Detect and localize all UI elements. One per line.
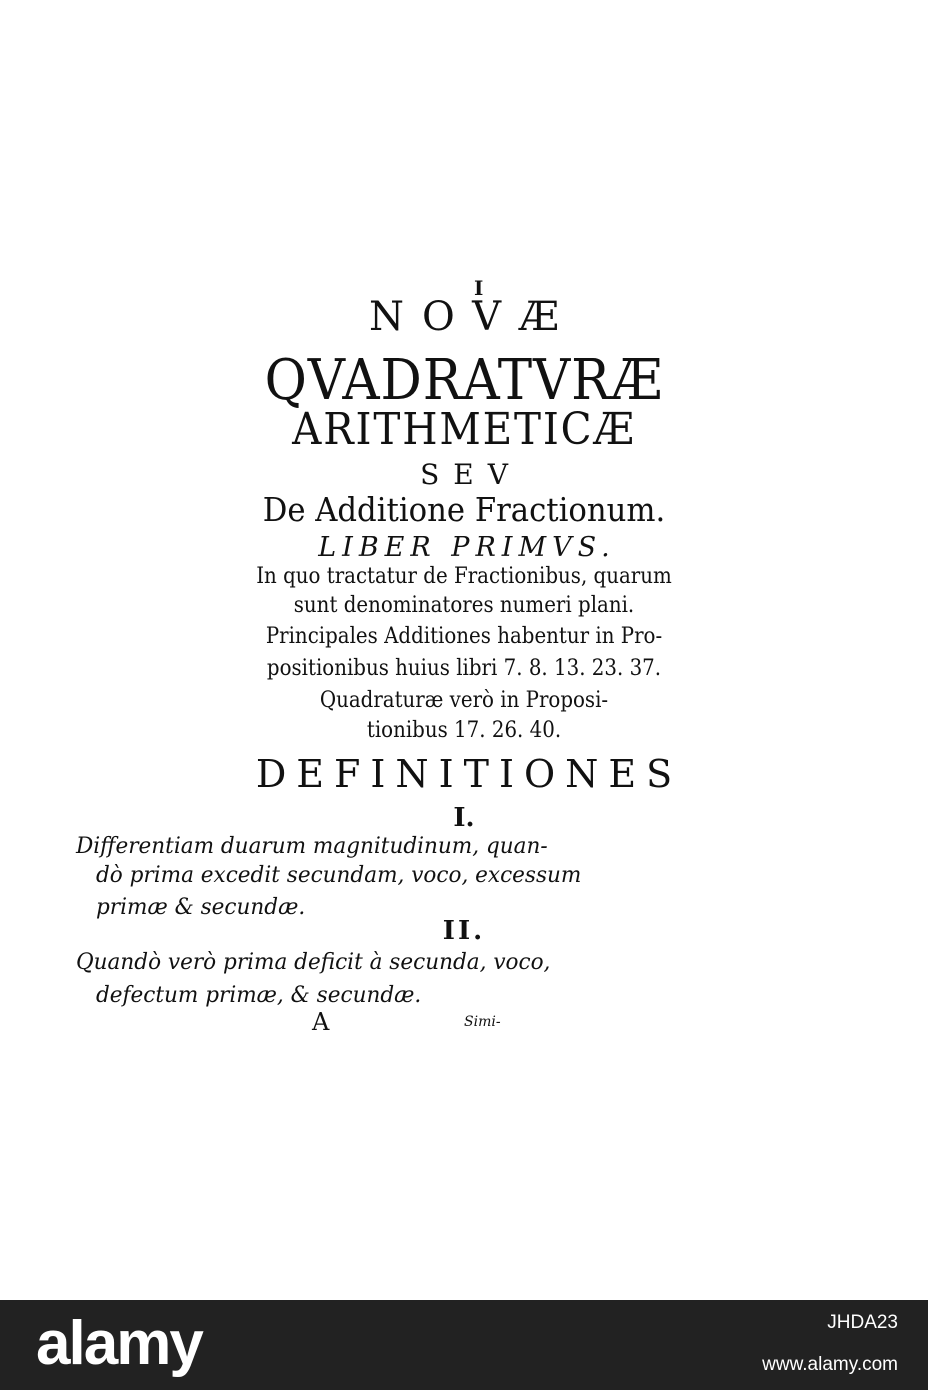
definition-line: primæ & secundæ. bbox=[96, 895, 306, 920]
title-line-4: SEV bbox=[420, 458, 522, 491]
signature-mark: A bbox=[312, 1008, 330, 1036]
title-line-1: NOVÆ bbox=[368, 294, 577, 340]
intro-line: positionibus huius libri 7. 8. 13. 23. 37. bbox=[266, 656, 662, 681]
intro-line: In quo tractatur de Fractionibus, quarum bbox=[256, 564, 672, 589]
alamy-logo[interactable] bbox=[36, 1310, 436, 1380]
subtitle: De Additione Fractionum. bbox=[262, 490, 666, 529]
title-line-2: QVADRATVRÆ bbox=[264, 348, 664, 413]
definition-number: I. bbox=[453, 803, 475, 833]
definition-line: Quandò verò prima deficit à secunda, voco, bbox=[76, 950, 551, 975]
stock-banner bbox=[0, 1300, 928, 1390]
title-line-3: ARITHMETICÆ bbox=[292, 404, 636, 455]
definition-line: Differentiam duarum magnitudinum, quan- bbox=[76, 834, 548, 859]
intro-line: Principales Additiones habentur in Pro- bbox=[265, 624, 663, 649]
definition-line: dò prima excedit secundam, voco, excessum bbox=[96, 863, 582, 888]
definition-line: defectum primæ, & secundæ. bbox=[96, 983, 422, 1008]
definitions-heading: DEFINITIONES bbox=[255, 752, 683, 796]
book-label: LIBER PRIMVS. bbox=[318, 532, 616, 563]
catchword: Simi- bbox=[464, 1014, 501, 1030]
intro-line: sunt denominatores numeri plani. bbox=[293, 593, 635, 618]
site-url[interactable]: www.alamy.com bbox=[762, 1354, 898, 1375]
page-number: I bbox=[474, 276, 484, 300]
alamy-logo-text: alamy bbox=[36, 1310, 202, 1378]
intro-line: Quadraturæ verò in Proposi- bbox=[319, 688, 609, 713]
image-id: JHDA23 bbox=[827, 1312, 898, 1333]
intro-line: tionibus 17. 26. 40. bbox=[366, 718, 562, 743]
definition-number: II. bbox=[442, 916, 486, 946]
